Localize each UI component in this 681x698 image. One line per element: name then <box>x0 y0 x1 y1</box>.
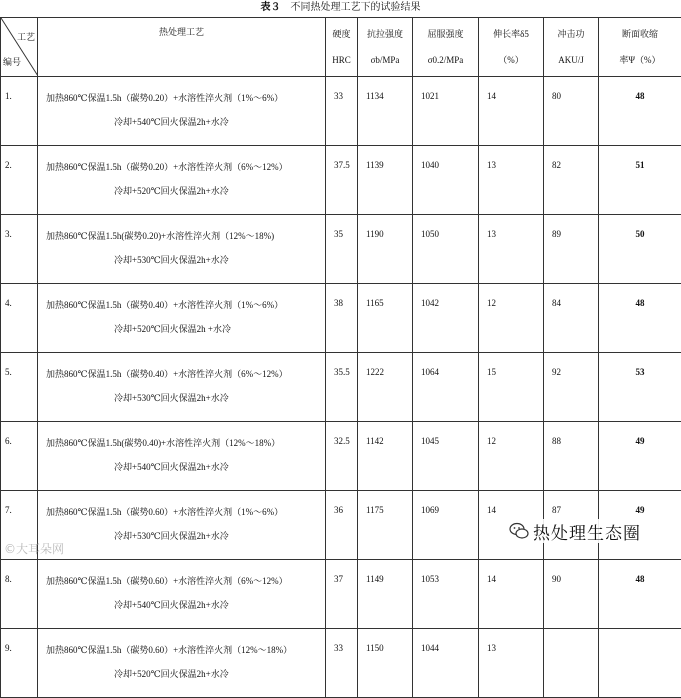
cell-number: 8. <box>1 560 38 629</box>
cell-elongation: 13 <box>479 146 544 215</box>
cell-impact: 80 <box>544 77 599 146</box>
header-hardness: 硬度 HRC <box>326 18 358 77</box>
cell-reduction: 51 <box>599 146 681 215</box>
cell-yield: 1069 <box>413 491 479 560</box>
cell-impact: 92 <box>544 353 599 422</box>
cell-process <box>38 284 326 353</box>
cell-number: 1. <box>1 77 38 146</box>
process-line-2: 冷却+520℃回火保温2h+水冷 <box>38 657 325 681</box>
table-row <box>1 215 681 284</box>
process-line-2: 冷却+540℃回火保温2h+水冷 <box>38 105 325 129</box>
cell-hardness: 35.5 <box>326 353 358 422</box>
header-tensile: 抗拉强度 σb/MPa <box>358 18 413 77</box>
cell-hardness: 33 <box>326 77 358 146</box>
cell-impact: 89 <box>544 215 599 284</box>
cell-elongation: 13 <box>479 215 544 284</box>
cell-impact: 87 <box>544 491 599 560</box>
cell-elongation: 14 <box>479 77 544 146</box>
cell-impact: 90 <box>544 560 599 629</box>
cell-tensile: 1222 <box>358 353 413 422</box>
cell-tensile: 1142 <box>358 422 413 491</box>
cell-tensile: 1175 <box>358 491 413 560</box>
process-line-1: 加热860℃保温1.5h(碳势0.20)+水溶性淬火剂（12%～18%) <box>38 215 325 243</box>
cell-impact: 82 <box>544 146 599 215</box>
process-line-2: 冷却+520℃回火保温2h+水冷 <box>38 174 325 198</box>
cell-reduction: 48 <box>599 284 681 353</box>
cell-process <box>38 77 326 146</box>
cell-process <box>38 560 326 629</box>
cell-process <box>38 491 326 560</box>
cell-number: 3. <box>1 215 38 284</box>
process-line-2: 冷却+540℃回火保温2h+水冷 <box>38 588 325 612</box>
cell-tensile: 1139 <box>358 146 413 215</box>
watermark-left: ©大耳朵网 <box>4 540 64 557</box>
cell-reduction: 49 <box>599 422 681 491</box>
cell-yield: 1044 <box>413 629 479 698</box>
cell-tensile: 1134 <box>358 77 413 146</box>
cell-elongation: 12 <box>479 422 544 491</box>
cell-reduction: 48 <box>599 560 681 629</box>
cell-yield: 1042 <box>413 284 479 353</box>
table-row <box>1 77 681 146</box>
header-yield: 屈服强度 σ0.2/MPa <box>413 18 479 77</box>
cell-yield: 1045 <box>413 422 479 491</box>
cell-impact <box>544 629 599 698</box>
cell-elongation: 14 <box>479 491 544 560</box>
watermark-right <box>505 519 645 543</box>
header-no-bottom: 编号 <box>3 55 21 68</box>
table-row <box>1 353 681 422</box>
cell-process <box>38 146 326 215</box>
process-line-1: 加热860℃保温1.5h（碳势0.40）+水溶性淬火剂（6%～12%） <box>38 353 325 381</box>
process-line-1: 加热860℃保温1.5h（碳势0.20）+水溶性淬火剂（6%～12%） <box>38 146 325 174</box>
cell-elongation: 14 <box>479 560 544 629</box>
cell-tensile: 1150 <box>358 629 413 698</box>
header-process: 热处理工艺 <box>38 18 326 77</box>
cell-process <box>38 422 326 491</box>
cell-number: 6. <box>1 422 38 491</box>
cell-number: 5. <box>1 353 38 422</box>
cell-elongation: 12 <box>479 284 544 353</box>
cell-hardness: 38 <box>326 284 358 353</box>
header-impact: 冲击功 AKU/J <box>544 18 599 77</box>
cell-impact: 84 <box>544 284 599 353</box>
process-line-1: 加热860℃保温1.5h（碳势0.60）+水溶性淬火剂（6%～12%） <box>38 560 325 588</box>
cell-elongation: 13 <box>479 629 544 698</box>
wechat-icon <box>509 521 529 541</box>
cell-process <box>38 215 326 284</box>
cell-reduction: 53 <box>599 353 681 422</box>
table-row <box>1 560 681 629</box>
process-line-1: 加热860℃保温1.5h(碳势0.40)+水溶性淬火剂（12%～18%） <box>38 422 325 450</box>
table-row <box>1 284 681 353</box>
process-line-1: 加热860℃保温1.5h（碳势0.20）+水溶性淬火剂（1%～6%） <box>38 77 325 105</box>
cell-reduction: 50 <box>599 215 681 284</box>
process-line-2: 冷却+530℃回火保温2h+水冷 <box>38 381 325 405</box>
cell-yield: 1064 <box>413 353 479 422</box>
cell-hardness: 37.5 <box>326 146 358 215</box>
table-caption: 不同热处理工艺下的试验结果 <box>291 2 421 13</box>
cell-yield: 1040 <box>413 146 479 215</box>
process-line-1: 加热860℃保温1.5h（碳势0.60）+水溶性淬火剂（12%～18%） <box>38 629 325 657</box>
cell-process <box>38 353 326 422</box>
cell-reduction <box>599 629 681 698</box>
header-reduction: 断面收缩 率Ψ（%） <box>599 18 681 77</box>
cell-hardness: 33 <box>326 629 358 698</box>
header-no-top: 工艺 <box>17 30 35 43</box>
table-row <box>1 629 681 698</box>
process-line-2: 冷却+530℃回火保温2h+水冷 <box>38 519 325 543</box>
cell-number: 9. <box>1 629 38 698</box>
process-line-1: 加热860℃保温1.5h（碳势0.60）+水溶性淬火剂（1%～6%） <box>38 491 325 519</box>
cell-yield: 1021 <box>413 77 479 146</box>
cell-elongation: 15 <box>479 353 544 422</box>
cell-hardness: 35 <box>326 215 358 284</box>
cell-reduction: 48 <box>599 77 681 146</box>
table-title <box>0 0 681 16</box>
cell-number: 7. <box>1 491 38 560</box>
table-row <box>1 422 681 491</box>
cell-tensile: 1149 <box>358 560 413 629</box>
cell-yield: 1053 <box>413 560 479 629</box>
cell-number: 2. <box>1 146 38 215</box>
process-line-2: 冷却+520℃回火保温2h +水冷 <box>38 312 325 336</box>
header-elongation: 伸长率δ5 （%） <box>479 18 544 77</box>
cell-hardness: 36 <box>326 491 358 560</box>
cell-impact: 88 <box>544 422 599 491</box>
cell-hardness: 32.5 <box>326 422 358 491</box>
header-row <box>1 18 681 77</box>
process-line-2: 冷却+540℃回火保温2h+水冷 <box>38 450 325 474</box>
results-table <box>0 17 681 698</box>
cell-number: 4. <box>1 284 38 353</box>
table-row <box>1 146 681 215</box>
watermark-right-text: 热处理生态圈 <box>533 519 641 544</box>
cell-hardness: 37 <box>326 560 358 629</box>
process-line-1: 加热860℃保温1.5h（碳势0.40）+水溶性淬火剂（1%～6%） <box>38 284 325 312</box>
cell-yield: 1050 <box>413 215 479 284</box>
cell-tensile: 1190 <box>358 215 413 284</box>
cell-process <box>38 629 326 698</box>
header-process-number <box>1 18 38 77</box>
process-line-2: 冷却+530℃回火保温2h+水冷 <box>38 243 325 267</box>
cell-reduction: 49 <box>599 491 681 560</box>
cell-tensile: 1165 <box>358 284 413 353</box>
table-number: 表３ <box>261 2 281 13</box>
